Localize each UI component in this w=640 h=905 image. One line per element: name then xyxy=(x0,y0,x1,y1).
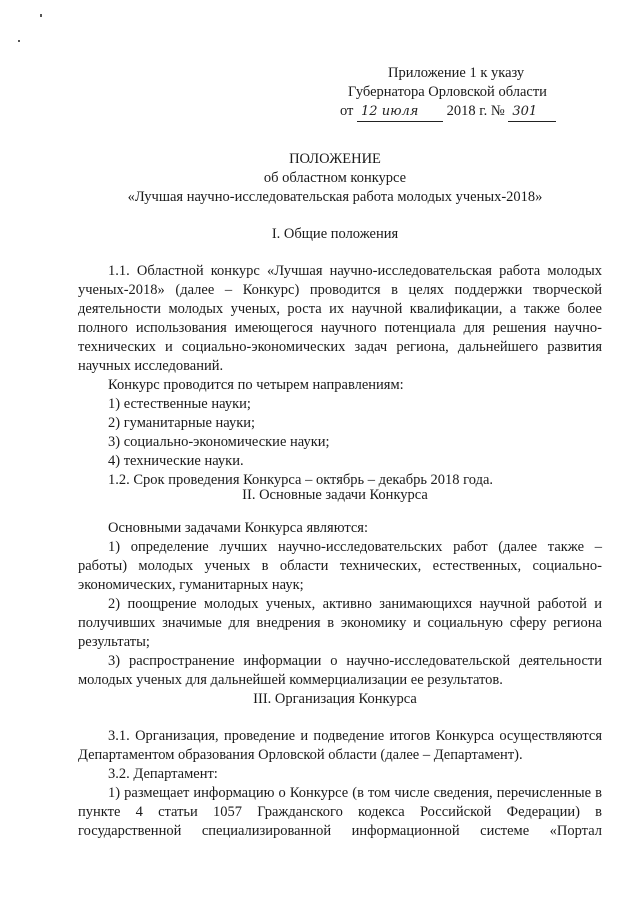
task-item: 2) поощрение молодых ученых, активно занимающихся научной работой и получивших значимые для внедрения в экономику и социальную сферу региона результаты; xyxy=(78,596,602,650)
date-prefix: от xyxy=(340,103,354,119)
scan-artifact xyxy=(40,14,42,17)
appendix-line-1: Приложение 1 к указу xyxy=(388,65,525,81)
paragraph: 1.1. Областной конкурс «Лучшая научно-исследовательская работа молодых ученых-2018» (далее – Конкурс) проводится в целях поддержки творческой деятельности молодых ученых, роста их научной квалификации, а также более полного использования имеющегося научного потенциала для решения научно-технических и социально-экономических задач региона, дальнейшего развития научных исследований. xyxy=(78,263,602,374)
document-subtitle-1: об областном конкурсе xyxy=(263,170,407,186)
appendix-line-2: Губернатора Орловской области xyxy=(348,84,547,100)
document-title: ПОЛОЖЕНИЕ xyxy=(289,151,381,167)
list-item: 4) технические науки. xyxy=(108,453,244,469)
appendix-date-line xyxy=(340,102,590,122)
section-2-body xyxy=(78,519,602,690)
scan-artifact xyxy=(18,40,20,42)
section-1-body xyxy=(78,262,602,490)
task-item: 3) распространение информации о научно-исследовательской деятельности молодых ученых для дальнейшей коммерциализации ее результатов. xyxy=(78,653,602,688)
appendix-block xyxy=(340,64,590,122)
document-subtitle-2: «Лучшая научно-исследовательская работа молодых ученых-2018» xyxy=(127,189,543,205)
paragraph: 1.2. Срок проведения Конкурса – октябрь – декабрь 2018 года. xyxy=(108,472,494,488)
paragraph: 3.1. Организация, проведение и подведение итогов Конкурса осуществляются Департаментом образования Орловской области (далее – Департамент). xyxy=(78,728,602,763)
list-item: 1) естественные науки; xyxy=(108,396,251,412)
paragraph: 3.2. Департамент: xyxy=(108,766,218,782)
handwritten-number: 301 xyxy=(508,102,556,122)
handwritten-date: 12 июля xyxy=(357,102,443,122)
section-2-heading: II. Основные задачи Конкурса xyxy=(242,487,428,503)
section-3-heading: III. Организация Конкурса xyxy=(253,691,417,707)
list-item: 2) гуманитарные науки; xyxy=(108,415,256,431)
section-3-body xyxy=(78,727,602,841)
paragraph: Основными задачами Конкурса являются: xyxy=(108,520,369,536)
task-item: 1) определение лучших научно-исследовательских работ (далее также – работы) молодых ученых в области технических, естественных, социально-экономических, гуманитарных наук; xyxy=(78,539,602,593)
paragraph: Конкурс проводится по четырем направлениям: xyxy=(108,377,404,393)
section-1-heading: I. Общие положения xyxy=(271,226,399,242)
date-year: 2018 г. № xyxy=(446,103,505,119)
paragraph: 1) размещает информацию о Конкурсе (в том числе сведения, перечисленные в пункте 4 статьи 1057 Гражданского кодекса Российской Федерации) в государственной специализированной информационной системе «Портал xyxy=(78,785,602,839)
list-item: 3) социально-экономические науки; xyxy=(108,434,330,450)
